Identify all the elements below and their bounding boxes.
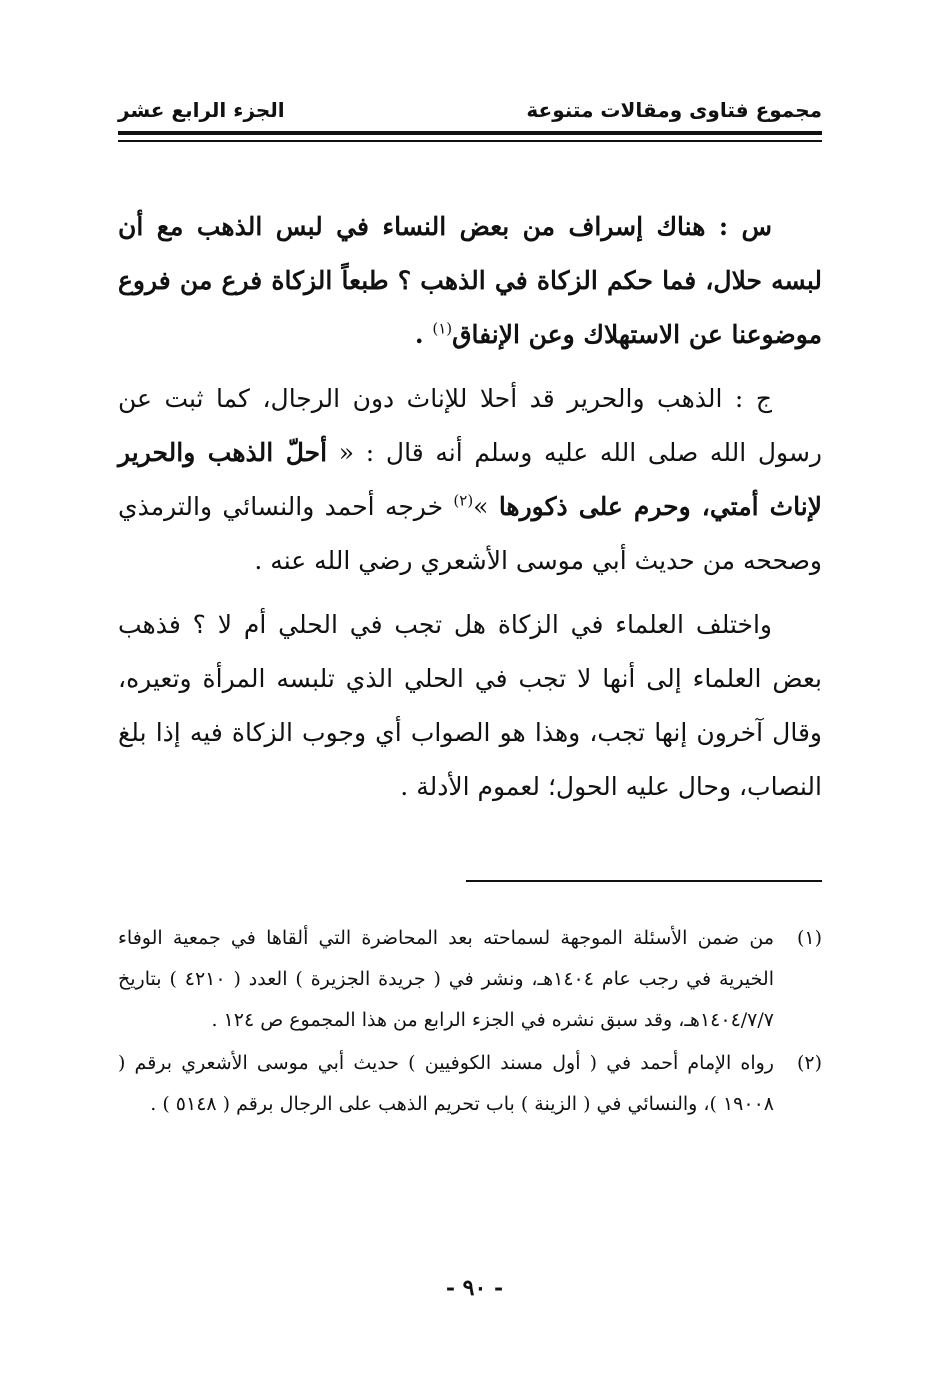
main-text: [118, 200, 822, 824]
footnote-ref-1[interactable]: (١): [432, 319, 453, 338]
question-text: س : هناك إسراف من بعض النساء في لبس الذهب مع أن لبسه حلال، فما حكم الزكاة في الذهب ؟ طبعاً الزكاة فرع من فروع موضوعنا عن الاستهلاك وعن الإنفاق: [118, 212, 822, 349]
answer-paragraph: [118, 372, 822, 588]
footnote-number: (٢): [796, 1052, 822, 1074]
hadith-text: أحلّ الذهب والحرير لإناث أمتي، وحرم على ذكورها: [118, 438, 822, 521]
answer-intro: ج : الذهب والحرير قد أحلا للإناث دون الرجال، كما ثبت عن رسول الله صلى الله عليه وسلم أنه قال : «: [118, 384, 822, 467]
header-volume: الجزء الرابع عشر: [118, 98, 285, 122]
header-book-title: مجموع فتاوى ومقالات متنوعة: [526, 98, 822, 122]
hadith-close-quote: »: [473, 492, 499, 521]
footnote-ref-2[interactable]: (٢): [453, 491, 474, 510]
page-number: - ٩٠ -: [445, 1275, 504, 1301]
footnote-text: من ضمن الأسئلة الموجهة لسماحته بعد المحاضرة التي ألقاها في جمعية الوفاء الخيرية في رجب عام ١٤٠٤هـ، ونشر في ( جريدة الجزيرة ) العدد ( ٤٢١٠ ) بتاريخ ١٤٠٤/٧/٧هـ، وقد سبق نشره في الجزء الرابع من هذا المجموع ص ١٢٤ .: [118, 927, 774, 1031]
footnote-item: [118, 918, 822, 1041]
second-paragraph: واختلف العلماء في الزكاة هل تجب في الحلي أم لا ؟ فذهب بعض العلماء إلى أنها لا تجب في الحلي الذي تلبسه المرأة وتعيره، وقال آخرون إنها تجب، وهذا هو الصواب أي وجوب الزكاة فيه إذا بلغ النصاب، وحال عليه الحول؛ لعموم الأدلة .: [118, 610, 822, 801]
footnote-item: [118, 1043, 822, 1125]
footnotes: [118, 918, 822, 1127]
running-header: [118, 98, 822, 128]
footnote-number: (١): [796, 927, 822, 949]
footnote-separator: [466, 880, 822, 882]
answer-rest: خرجه أحمد والنسائي والترمذي وصححه من حديث أبي موسى الأشعري رضي الله عنه .: [118, 492, 822, 575]
question-end: .: [414, 320, 433, 349]
question-paragraph: [118, 200, 822, 362]
header-rule-thin: [118, 140, 822, 142]
footnote-text: رواه الإمام أحمد في ( أول مسند الكوفيين ) حديث أبي موسى الأشعري برقم ( ١٩٠٠٨ )، والنسائي في ( الزينة ) باب تحريم الذهب على الرجال برقم ( ٥١٤٨ ) .: [118, 1052, 774, 1115]
header-rule-thick: [118, 131, 822, 135]
